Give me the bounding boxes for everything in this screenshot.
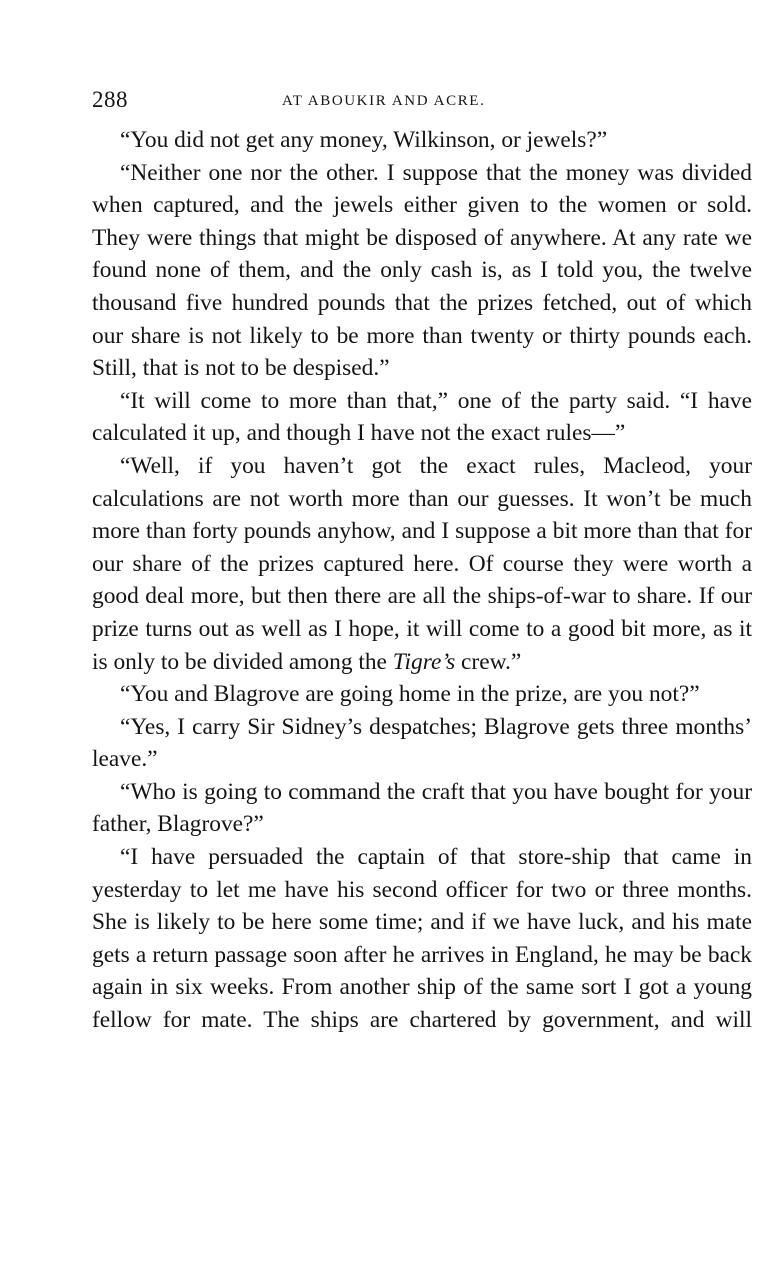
book-page: [92, 84, 752, 1037]
running-head: AT ABOUKIR AND ACRE.: [282, 93, 486, 109]
paragraph: “Neither one nor the other. I suppose that the money was divided when captured, and the jewels either given to the women or sold. They were things that might be disposed of anywhere. At any rate we found none of them, and the only cash is, as I told you, the twelve thousand five hundred pounds that the prizes fetched, out of which our share is not likely to be more than twenty or thirty pounds each. Still, that is not to be despised.”: [92, 159, 752, 382]
page-header: [92, 84, 752, 124]
paragraph: “You did not get any money, Wilkinson, or jewels?”: [120, 127, 608, 153]
body-text: [92, 124, 752, 1037]
paragraph-text: crew.”: [455, 648, 522, 675]
ship-name-italic: Tigre’s: [392, 648, 456, 675]
paragraph: “It will come to more than that,” one of the party said. “I have calculated it up, and though I have not the exact rules—”: [92, 387, 752, 447]
paragraph: “I have persuaded the captain of that store-ship that came in yesterday to let me have his second officer for two or three months. She is likely to be here some time; and if we have luck, and his mate gets a return passage soon after he arrives in England, he may be back again in six weeks. From another ship of the same sort I got a young fellow for mate. The ships are chartered by government, and will: [92, 844, 752, 1034]
paragraph: [92, 450, 752, 678]
paragraph: “Who is going to command the craft that you have bought for your father, Blagrove?”: [92, 778, 752, 838]
page-number: 288: [92, 87, 128, 112]
paragraph: “Yes, I carry Sir Sidney’s despatches; Blagrove gets three months’ leave.”: [92, 713, 752, 773]
paragraph: “You and Blagrove are going home in the prize, are you not?”: [120, 681, 700, 708]
paragraph-text: “Well, if you haven’t got the exact rules, Macleod, your calculations are not worth more than our guesses. It won’t be much more than forty pounds anyhow, and I suppose a bit more than that for our share of the prizes captured here. Of course they were worth a good deal more, but then there are all the ships-of-war to share. If our prize turns out as well as I hope, it will come to a good bit more, as it is only to be divided among the: [92, 452, 752, 675]
